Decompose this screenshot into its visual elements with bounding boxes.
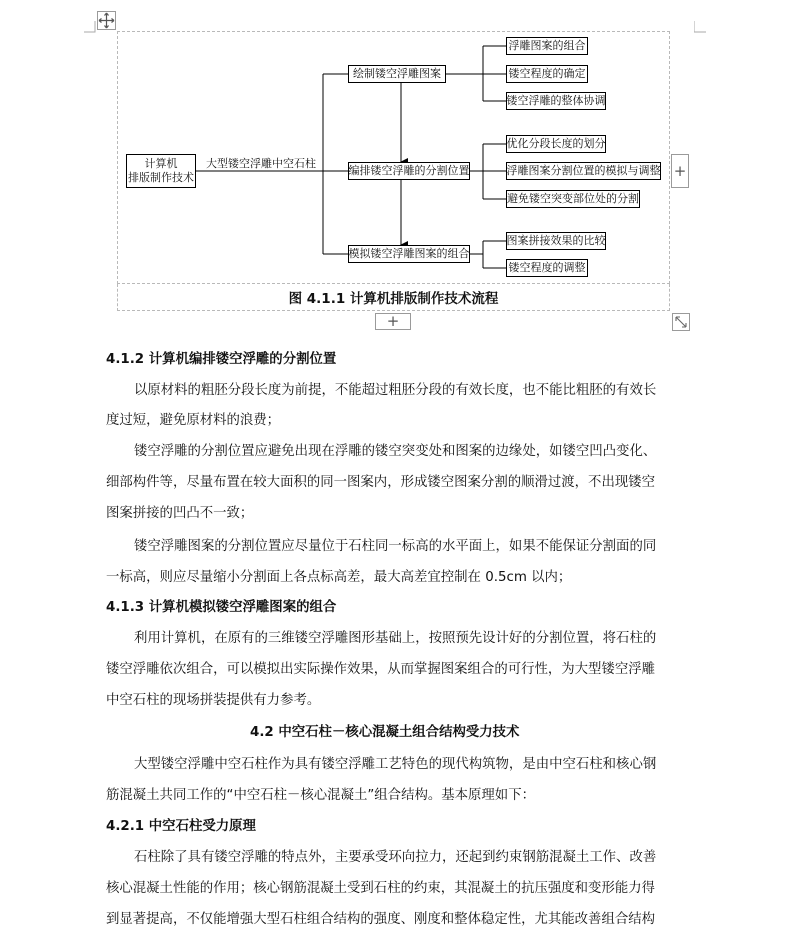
sub-node: 镂空程度的调整 (506, 259, 588, 277)
sub-node: 浮雕图案的组合 (506, 37, 588, 55)
paragraph-line: 中空石柱的现场拼装提供有力参考。 (106, 693, 321, 708)
sub-node: 镂空程度的确定 (506, 65, 588, 83)
paragraph-line: 大型镂空浮雕中空石柱作为具有镂空浮雕工艺特色的现代构筑物，是由中空石柱和核心钢 (134, 757, 657, 772)
section-heading-4-1-3: 4.1.3 计算机模拟镂空浮雕图案的组合 (106, 600, 337, 615)
sub-node: 浮雕图案分割位置的模拟与调整 (506, 162, 661, 180)
paragraph-line: 镂空浮雕的分割位置应避免出现在浮雕的镂空突变处和图案的边缘处，如镂空凹凸变化、 (134, 444, 657, 459)
paragraph-line: 以原材料的粗胚分段长度为前提，不能超过粗胚分段的有效长度，也不能比粗胚的有效长 (134, 383, 657, 398)
add-row-button[interactable]: + (375, 313, 411, 330)
step-node-arrange: 编排镂空浮雕的分割位置 (348, 162, 470, 180)
paragraph-line: 利用计算机，在原有的三维镂空浮雕图形基础上，按照预先设计好的分割位置，将石柱的 (134, 631, 657, 646)
paragraph-line: 镂空浮雕图案的分割位置应尽量位于石柱同一标高的水平面上，如果不能保证分割面的同 (134, 539, 657, 554)
paragraph-line: 细部构件等，尽量布置在较大面积的同一图案内，形成镂空图案分割的顺滑过渡，不出现镂空 (106, 475, 656, 490)
sub-node: 镂空浮雕的整体协调 (506, 92, 606, 110)
paragraph-line: 镂空浮雕依次组合，可以模拟出实际操作效果，从而掌握图案组合的可行性，为大型镂空浮雕 (106, 662, 656, 677)
sub-node: 图案拼接效果的比较 (506, 232, 606, 250)
paragraph-line: 筋混凝土共同工作的“中空石柱－核心混凝土”组合结构。基本原理如下： (106, 788, 535, 803)
step-node-draw: 绘制镂空浮雕图案 (348, 65, 446, 83)
root-node: 计算机 排版制作技术 (126, 154, 196, 188)
sub-node: 优化分段长度的划分 (506, 135, 606, 153)
figure-caption: 图 4.1.1 计算机排版制作技术流程 (288, 291, 499, 307)
paragraph-line: 石柱除了具有镂空浮雕的特点外，主要承受环向拉力，还起到约束钢筋混凝土工作、改善 (134, 850, 657, 865)
add-column-button[interactable]: + (671, 154, 689, 188)
section-heading-4-2-1: 4.2.1 中空石柱受力原理 (106, 819, 256, 834)
paragraph-line: 核心混凝土性能的作用；核心钢筋混凝土受到石柱的约束，其混凝土的抗压强度和变形能力得 (106, 881, 656, 896)
sub-node: 避免镂空突变部位处的分割 (506, 190, 640, 208)
paragraph-line: 一标高，则应尽量缩小分割面上各点标高差，最大高差宜控制在 0.5cm 以内； (106, 570, 572, 585)
edge-label: 大型镂空浮雕中空石柱 (206, 157, 316, 170)
paragraph-line: 到显著提高，不仅能增强大型石柱组合结构的强度、刚度和整体稳定性，尤其能改善组合结构 (106, 912, 656, 927)
step-node-simulate: 模拟镂空浮雕图案的组合 (348, 245, 470, 263)
section-heading-4-1-2: 4.1.2 计算机编排镂空浮雕的分割位置 (106, 352, 337, 367)
paragraph-line: 图案拼接的凹凸不一致； (106, 506, 254, 521)
section-heading-4-2: 4.2 中空石柱－核心混凝土组合结构受力技术 (250, 725, 520, 740)
paragraph-line: 度过短，避免原材料的浪费； (106, 413, 281, 428)
